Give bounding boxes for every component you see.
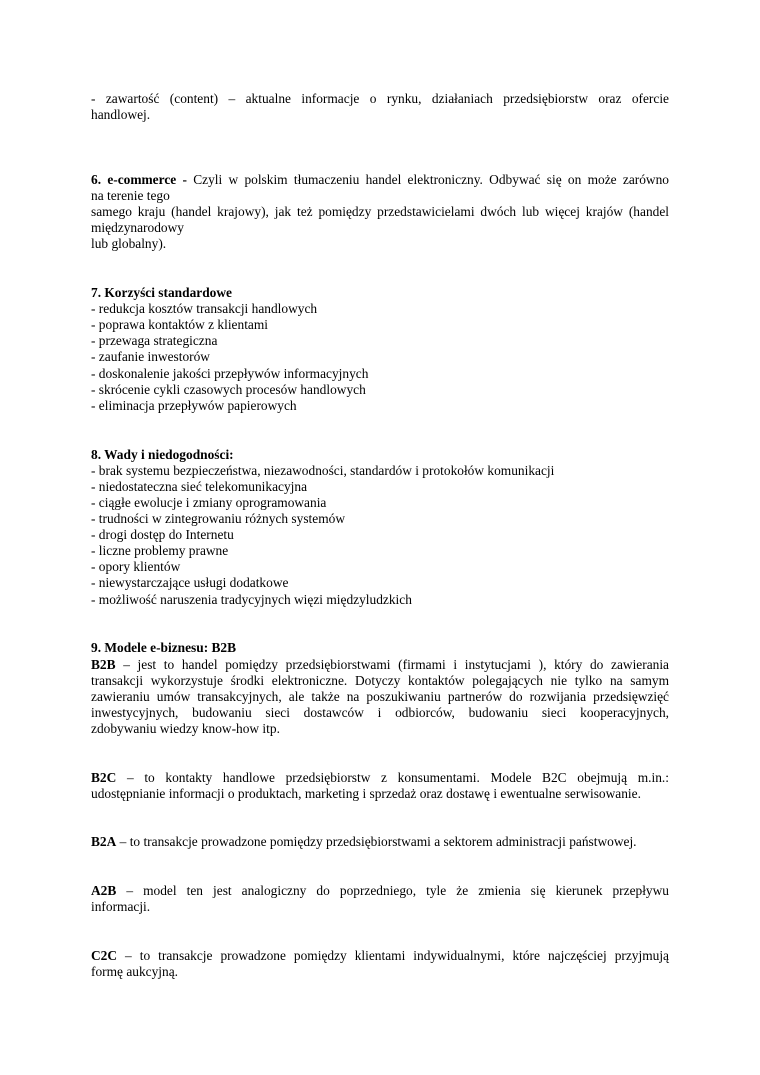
- c2c-paragraph-line: [91, 948, 669, 964]
- content-item-line: - zawartość (content) – aktualne informacje o rynku, działaniach przedsiębiorstw oraz ofercie: [91, 91, 669, 106]
- ecommerce-heading: 6. e-commerce -: [91, 172, 187, 187]
- drawback-item: - brak systemu bezpieczeństwa, niezawodności, standardów i protokołów komunikacji: [91, 463, 555, 478]
- benefit-item: - eliminacja przepływów papierowych: [91, 398, 297, 413]
- b2a-paragraph-line: [91, 834, 637, 850]
- drawback-item: - niedostateczna sieć telekomunikacyjna: [91, 479, 308, 494]
- c2c-label: C2C: [91, 948, 118, 963]
- b2c-text: – to kontakty handlowe przedsiębiorstw z konsumentami. Modele B2C obejmują m.in.:: [116, 770, 669, 785]
- c2c-text: – to transakcje prowadzone pomiędzy klientami indywidualnymi, które najczęściej przyjmują: [117, 948, 669, 963]
- b2a-label: B2A: [91, 834, 117, 849]
- c2c-paragraph-line: formę aukcyjną.: [91, 964, 178, 979]
- b2b-paragraph-line: zawieraniu umów transakcyjnych, ale także na poszukiwaniu partnerów do rozwijania przedsięwzięć: [91, 689, 669, 704]
- drawback-item: - opory klientów: [91, 559, 181, 574]
- b2b-paragraph-line: inwestycyjnych, budowaniu sieci dostawców i odbiorców, budowaniu sieci kooperacyjnych,: [91, 705, 669, 720]
- models-title: 9. Modele e-biznesu: B2B: [91, 640, 237, 655]
- benefit-item: - skrócenie cykli czasowych procesów handlowych: [91, 382, 366, 397]
- b2b-paragraph-line: transakcji wykorzystuje środki elektroniczne. Dotyczy kontaktów polegających nie tylko na samym: [91, 673, 669, 688]
- drawback-item: - liczne problemy prawne: [91, 543, 229, 558]
- ecommerce-paragraph-line: międzynarodowy: [91, 220, 184, 235]
- benefit-item: - doskonalenie jakości przepływów informacyjnych: [91, 366, 369, 381]
- a2b-paragraph-line: [91, 883, 669, 899]
- benefit-item: - redukcja kosztów transakcji handlowych: [91, 301, 318, 316]
- b2c-paragraph-line: udostępnianie informacji o produktach, marketing i sprzedaż oraz dostawę i ewentualne serwisowanie.: [91, 786, 641, 801]
- a2b-label: A2B: [91, 883, 117, 898]
- drawback-item: - możliwość naruszenia tradycyjnych więzi międzyludzkich: [91, 592, 412, 607]
- b2b-paragraph-line: zdobywaniu wiedzy know-how itp.: [91, 721, 280, 736]
- b2c-paragraph-line: [91, 770, 669, 786]
- benefits-heading: [91, 285, 232, 301]
- b2c-label: B2C: [91, 770, 117, 785]
- a2b-paragraph-line: informacji.: [91, 899, 151, 914]
- b2b-paragraph-line: [91, 657, 669, 673]
- drawback-item: - drogi dostęp do Internetu: [91, 527, 234, 542]
- content-item-line: handlowej.: [91, 107, 151, 122]
- ecommerce-paragraph-line: samego kraju (handel krajowy), jak też pomiędzy przedstawicielami dwóch lub więcej krajów (handel: [91, 204, 669, 219]
- benefit-item: - poprawa kontaktów z klientami: [91, 317, 269, 332]
- drawback-item: - ciągłe ewolucje i zmiany oprogramowania: [91, 495, 327, 510]
- a2b-text: – model ten jest analogiczny do poprzedniego, tyle że zmienia się kierunek przepływu: [116, 883, 669, 898]
- benefit-item: - zaufanie inwestorów: [91, 349, 210, 364]
- benefit-item: - przewaga strategiczna: [91, 333, 218, 348]
- ecommerce-paragraph-line: na terenie tego: [91, 188, 170, 203]
- ecommerce-paragraph-line: lub globalny).: [91, 236, 167, 251]
- ecommerce-paragraph-line: [91, 172, 669, 188]
- drawbacks-title: 8. Wady i niedogodności:: [91, 447, 234, 462]
- drawbacks-heading: [91, 447, 234, 463]
- benefits-title: 7. Korzyści standardowe: [91, 285, 232, 300]
- models-heading: [91, 640, 236, 656]
- drawback-item: - trudności w zintegrowaniu różnych systemów: [91, 511, 345, 526]
- b2a-text: – to transakcje prowadzone pomiędzy przedsiębiorstwami a sektorem administracji państwowej.: [116, 834, 637, 849]
- b2b-text: – jest to handel pomiędzy przedsiębiorstwami (firmami i instytucjami ), który do zawierania: [115, 657, 669, 672]
- drawback-item: - niewystarczające usługi dodatkowe: [91, 575, 289, 590]
- b2b-label: B2B: [91, 657, 116, 672]
- ecommerce-text: Czyli w polskim tłumaczeniu handel elektroniczny. Odbywać się on może zarówno: [186, 172, 669, 187]
